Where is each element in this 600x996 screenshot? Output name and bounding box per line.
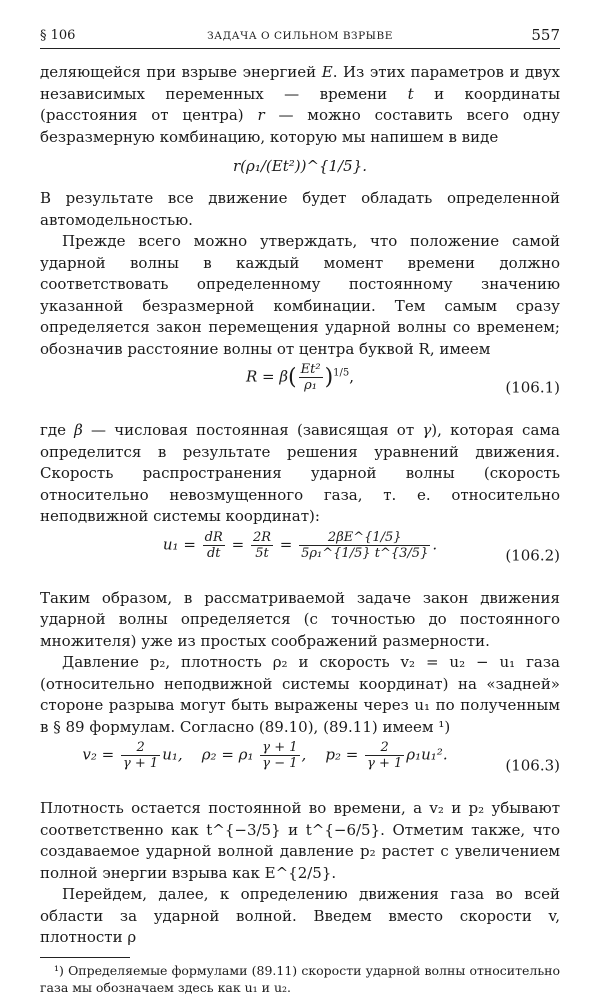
paragraph-6: Давление p₂, плотность ρ₂ и скорость v₂ = u₂ − u₁ газа (относительно неподвижной системы координат) на «задней» стороне разрыва могут быть выражены через u₁ по полученным в § 89 формулам. Согласно (89.10), (89.11) имеем ¹)	[40, 653, 560, 736]
equation-106-2: u₁ = $\frac{dR}{dt}$ = $\frac{2R}{5t}$ = $\frac{2\beta E\^{}\{1/5\}}{\text{5ρ₁\textasciicircum{}\{1/5\} t\textasciicircum{}\{3/5\}}}$ . (106.2)	[40, 530, 560, 582]
eq3-fraction-a: $\frac{2}{\gamma + 1}$	[123, 740, 159, 771]
page-body	[40, 62, 560, 996]
paragraph-1: деляющейся при взрыве энергией E. Из этих параметров и двух независимых переменных — времени t и координаты (расстояния от центра) r — можно составить всего одну безразмерную комбинацию, которую мы напишем в виде	[40, 63, 561, 146]
eq2-fraction-2: $\frac{2R}{5t}$	[252, 529, 271, 561]
eq3-fraction-b: $\frac{\gamma + 1}{\gamma - 1}$	[262, 740, 298, 771]
paragraph-5: Таким образом, в рассматриваемой задаче закон движения ударной волны определяется (с точностью до постоянного множителя) уже из простых соображений размерности.	[40, 588, 560, 650]
equation-106-3: v₂ = $\frac{2}{\gamma + 1}$ u₁, ρ₂ = ρ₁ $\frac{\gamma + 1}{\gamma - 1}$ , p₂ = $\frac{2}{\gamma + 1}$ ρ₁u₁². (106.3)	[40, 740, 560, 792]
running-header	[40, 24, 560, 49]
equation-dimensionless-formula: r(ρ₁/(Et²))^{1/5}.	[232, 157, 368, 175]
eq3-label: (106.3)	[505, 756, 560, 775]
paragraph-8: Перейдем, далее, к определению движения газа во всей области за ударной волной. Введем вместо скорости v, плотности ρ	[40, 885, 560, 946]
eq2-fraction-1: $\frac{dR}{dt}$	[204, 529, 223, 561]
eq1-label: (106.1)	[505, 378, 560, 397]
page-number: 557	[531, 26, 560, 44]
footnote-rule	[40, 957, 130, 958]
paragraph-4: где β — числовая постоянная (зависящая от γ), которая сама определится в результате решения уравнений движения. Скорость распространения ударной волны (скорость относительно невозмущенного газа, т. е. относительно неподвижной системы координат):	[40, 421, 561, 525]
header-title: ЗАДАЧА О СИЛЬНОМ ВЗРЫВЕ	[207, 30, 393, 42]
eq3-fraction-c: $\frac{2}{\gamma + 1}$	[367, 740, 403, 771]
paragraph-2: В результате все движение будет обладать определенной автомодельностью.	[40, 189, 560, 229]
eq1-fraction: $\frac{\text{Et²}}{\text{ρ₁}}$	[300, 362, 321, 393]
page	[40, 24, 560, 996]
footnote: ¹) Определяемые формулами (89.11) скорости ударной волны относительно газа мы обозначаем здесь как u₁ и u₂.	[40, 962, 560, 995]
paragraph-7: Плотность остается постоянной во времени, а v₂ и p₂ убывают соответственно как t^{−3/5} и t^{−6/5}. Отметим также, что создаваемое ударной волной давление p₂ растет с увеличением полной энергии взрыва как E^{2/5}.	[40, 799, 560, 882]
eq2-label: (106.2)	[505, 545, 560, 564]
header-section: § 106	[40, 28, 76, 43]
paragraph-3: Прежде всего можно утверждать, что положение самой ударной волны в каждый момент времени должно соответствовать определенному постоянному значению указанной безразмерной комбинации. Тем самым сразу определяется закон перемещения ударной волны со временем; обозначив расстояние волны от центра буквой R, имеем	[40, 232, 560, 358]
equation-dimensionless	[40, 150, 560, 182]
eq2-fraction-3: $\frac{2\beta E\^{}\{1/5\}}{\text{5ρ₁\textasciicircum{}\{1/5\} t\textasciicircum{}\{3/5\}}}$	[301, 529, 429, 561]
eq1-exponent: 1/5	[333, 367, 350, 379]
eq1-lhs: R = β	[245, 367, 289, 386]
equation-106-1: R = β( $\frac{\text{Et²}}{\text{ρ₁}}$ )$^{1/5}$, (106.1)	[40, 362, 560, 414]
